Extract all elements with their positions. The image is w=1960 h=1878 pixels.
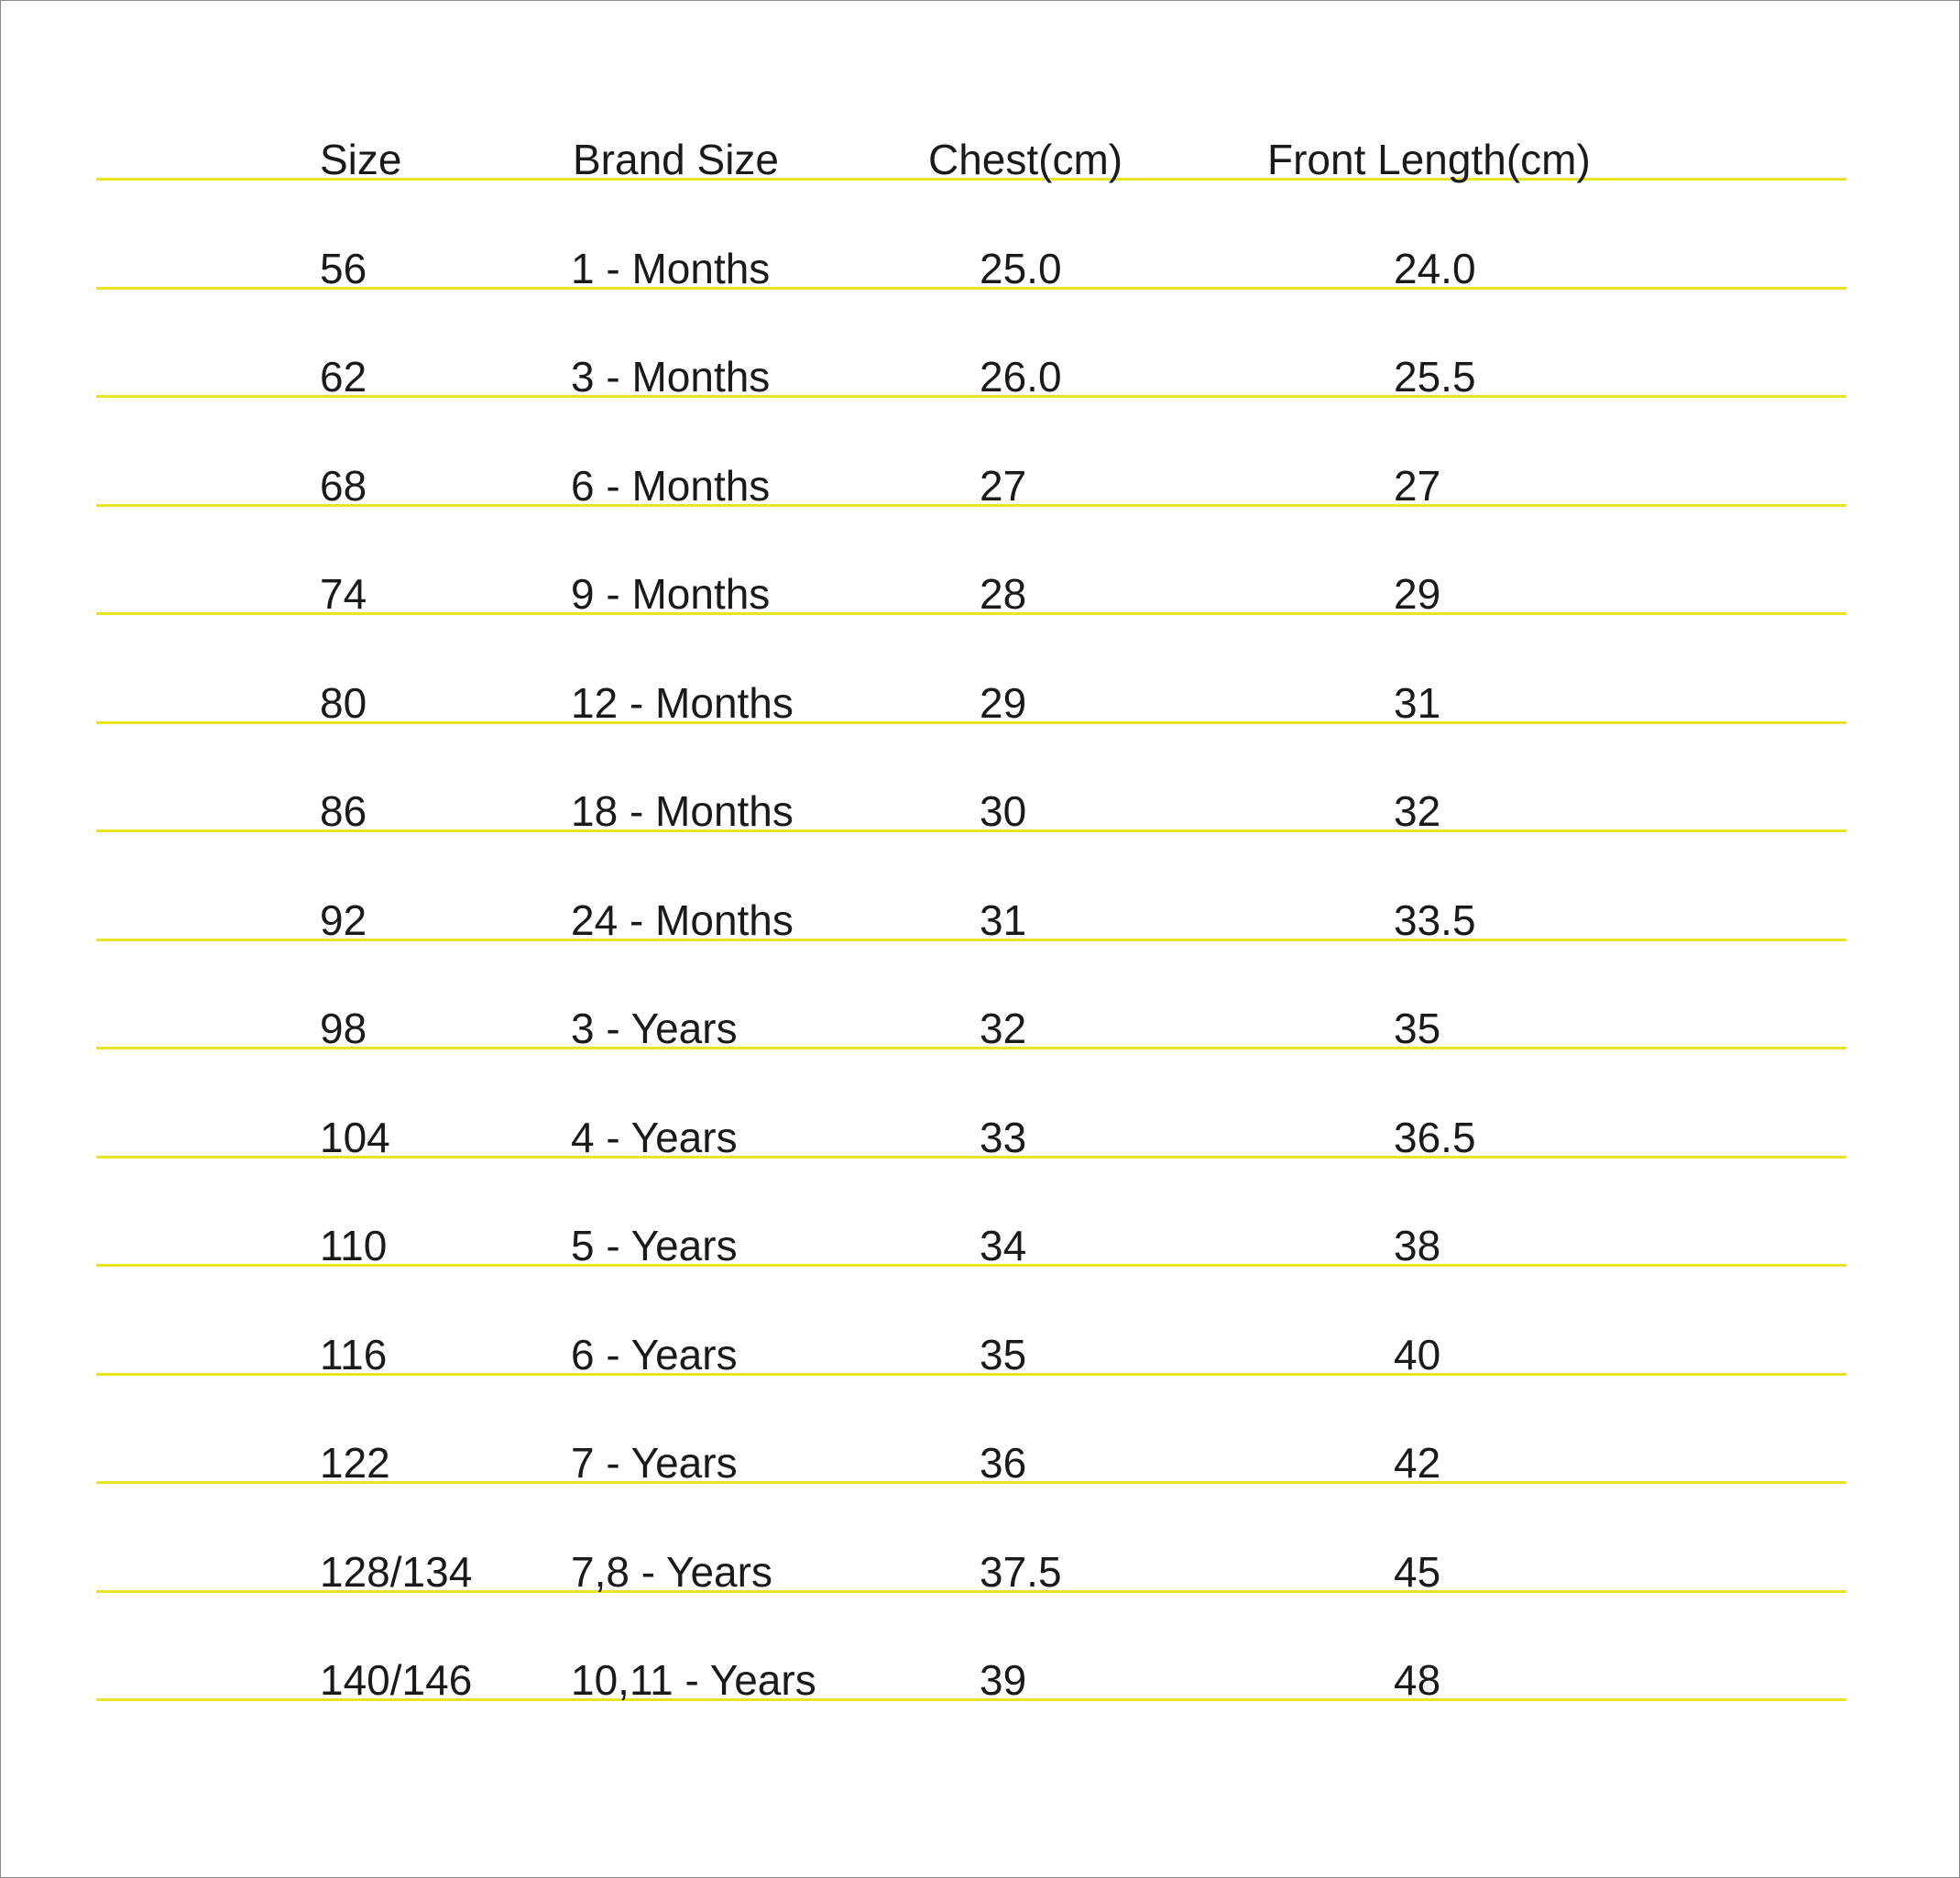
cell-front-length: 32 [1394,787,1441,835]
cell-front-length: 42 [1394,1439,1441,1487]
cell-chest: 33 [980,1113,1027,1161]
cell-size: 140/146 [320,1656,473,1704]
cell-chest: 39 [980,1656,1027,1704]
cell-front-length: 38 [1394,1222,1441,1269]
table-row [96,1376,1846,1485]
table-header-row [96,119,1846,181]
cell-front-length: 25.5 [1394,353,1476,401]
cell-size: 92 [320,895,367,944]
size-chart-table [96,119,1846,1704]
cell-front-length: 40 [1394,1330,1441,1378]
cell-brand-size: 6 - Years [571,1330,738,1378]
cell-chest: 36 [980,1439,1027,1487]
header-chest: Chest(cm) [928,136,1123,183]
cell-brand-size: 18 - Months [571,787,794,835]
header-size: Size [320,136,402,183]
cell-brand-size: 12 - Months [571,678,794,727]
cell-size: 86 [320,787,367,835]
cell-chest: 35 [980,1330,1027,1378]
cell-size: 116 [320,1330,388,1378]
cell-chest: 25.0 [980,244,1062,292]
table-row [96,615,1846,727]
cell-front-length: 29 [1394,570,1441,618]
table-row [96,398,1846,510]
cell-front-length: 48 [1394,1656,1441,1704]
table-row [96,1267,1846,1376]
cell-size: 104 [320,1113,390,1161]
table-row [96,1049,1846,1159]
cell-brand-size: 10,11 - Years [571,1656,816,1704]
cell-brand-size: 9 - Months [571,570,771,618]
cell-chest: 37.5 [980,1547,1062,1596]
header-brand-size: Brand Size [573,136,780,183]
table-row [96,507,1846,616]
cell-chest: 28 [980,570,1027,618]
cell-size: 80 [320,678,367,727]
table-row [96,724,1846,833]
cell-chest: 30 [980,787,1027,835]
cell-size: 74 [320,570,367,618]
cell-chest: 32 [980,1005,1027,1052]
cell-chest: 34 [980,1222,1027,1269]
cell-size: 68 [320,461,367,510]
cell-front-length: 45 [1394,1547,1441,1596]
cell-chest: 27 [980,461,1027,510]
cell-front-length: 27 [1394,461,1441,510]
table-row [96,832,1846,944]
cell-front-length: 36.5 [1394,1113,1476,1161]
table-row [96,1159,1846,1268]
cell-size: 56 [320,244,367,292]
cell-front-length: 31 [1394,678,1441,727]
cell-brand-size: 7 - Years [571,1439,738,1487]
cell-size: 98 [320,1005,367,1052]
cell-brand-size: 1 - Months [571,244,771,292]
cell-front-length: 33.5 [1394,895,1476,944]
table-row [96,290,1846,399]
cell-brand-size: 6 - Months [571,461,771,510]
table-row [96,1484,1846,1596]
cell-brand-size: 3 - Years [571,1005,738,1052]
cell-front-length: 35 [1394,1005,1441,1052]
cell-size: 110 [320,1222,388,1269]
cell-chest: 26.0 [980,353,1062,401]
table-row [96,181,1846,290]
cell-chest: 31 [980,895,1027,944]
cell-brand-size: 7,8 - Years [571,1547,772,1596]
cell-size: 128/134 [320,1547,473,1596]
cell-size: 62 [320,353,367,401]
cell-brand-size: 4 - Years [571,1113,738,1161]
cell-size: 122 [320,1439,390,1487]
cell-brand-size: 5 - Years [571,1222,738,1269]
cell-brand-size: 3 - Months [571,353,771,401]
cell-chest: 29 [980,678,1027,727]
table-row [96,941,1846,1050]
header-front-length: Front Length(cm) [1267,136,1591,183]
table-row [96,1593,1846,1702]
cell-brand-size: 24 - Months [571,895,794,944]
cell-front-length: 24.0 [1394,244,1476,292]
